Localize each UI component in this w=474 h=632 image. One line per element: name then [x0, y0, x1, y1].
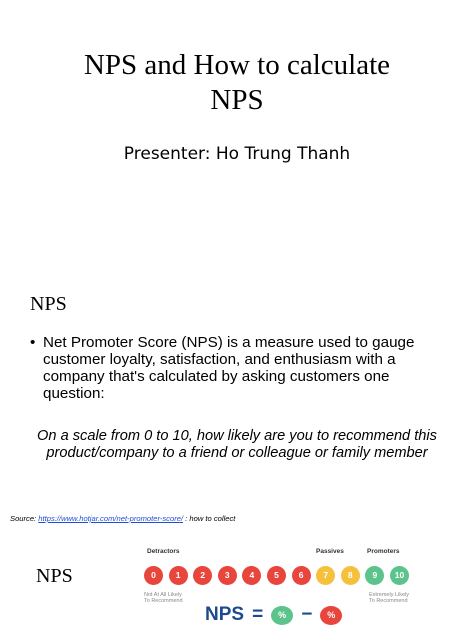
- slide-title-line-2: NPS: [210, 84, 264, 116]
- promoter-percent-badge: %: [271, 606, 293, 625]
- slide-title-line-1: NPS and How to calculate: [83, 49, 391, 81]
- promoters-label: Promoters: [367, 548, 400, 555]
- nps-scale-graphic: [141, 548, 421, 628]
- score-circle-3: 3: [218, 566, 237, 585]
- source-line: [10, 514, 235, 523]
- presenter-line: Presenter: Ho Trung Thanh: [123, 144, 351, 164]
- source-link[interactable]: https://www.hotjar.com/net-promoter-score/: [38, 514, 184, 523]
- high-anchor-line-2: To Recommend: [369, 598, 408, 604]
- source-suffix: : how to collect: [183, 514, 236, 523]
- score-circle-10: 10: [390, 566, 409, 585]
- passives-label: Passives: [316, 548, 344, 555]
- survey-question: On a scale from 0 to 10, how likely are you to recommend this product/company to a friend or colleague or family member: [37, 428, 437, 461]
- score-circle-8: 8: [341, 566, 360, 585]
- score-circle-7: 7: [316, 566, 335, 585]
- slide-title: [0, 48, 474, 118]
- nps-formula: [205, 604, 342, 626]
- detractors-label: Detractors: [147, 548, 180, 555]
- bullet-item: [30, 334, 450, 402]
- high-anchor-line-1: Extremely Likely: [369, 592, 410, 598]
- score-circle-4: 4: [242, 566, 261, 585]
- source-label: Source:: [10, 514, 37, 523]
- score-circle-5: 5: [267, 566, 286, 585]
- score-circle-2: 2: [193, 566, 212, 585]
- score-circle-1: 1: [169, 566, 188, 585]
- detractor-percent-badge: %: [320, 606, 342, 625]
- low-anchor-line-2: To Recommend: [144, 598, 183, 604]
- bullet-text: Net Promoter Score (NPS) is a measure used to gauge customer loyalty, satisfaction, and enthusiasm with a company that's calculated by asking customers one question:: [43, 334, 415, 402]
- bullet-marker: •: [30, 334, 36, 351]
- formula-nps: NPS: [205, 604, 245, 625]
- score-circle-0: 0: [144, 566, 163, 585]
- formula-minus: −: [301, 604, 313, 625]
- section-heading-nps: NPS: [30, 293, 67, 315]
- score-circle-9: 9: [365, 566, 384, 585]
- low-anchor-label: [144, 592, 183, 604]
- score-circle-6: 6: [292, 566, 311, 585]
- section-heading-nps-2: NPS: [36, 565, 73, 587]
- formula-equals: =: [252, 604, 264, 625]
- low-anchor-line-1: Not At All Likely: [144, 592, 182, 598]
- high-anchor-label: [369, 592, 409, 604]
